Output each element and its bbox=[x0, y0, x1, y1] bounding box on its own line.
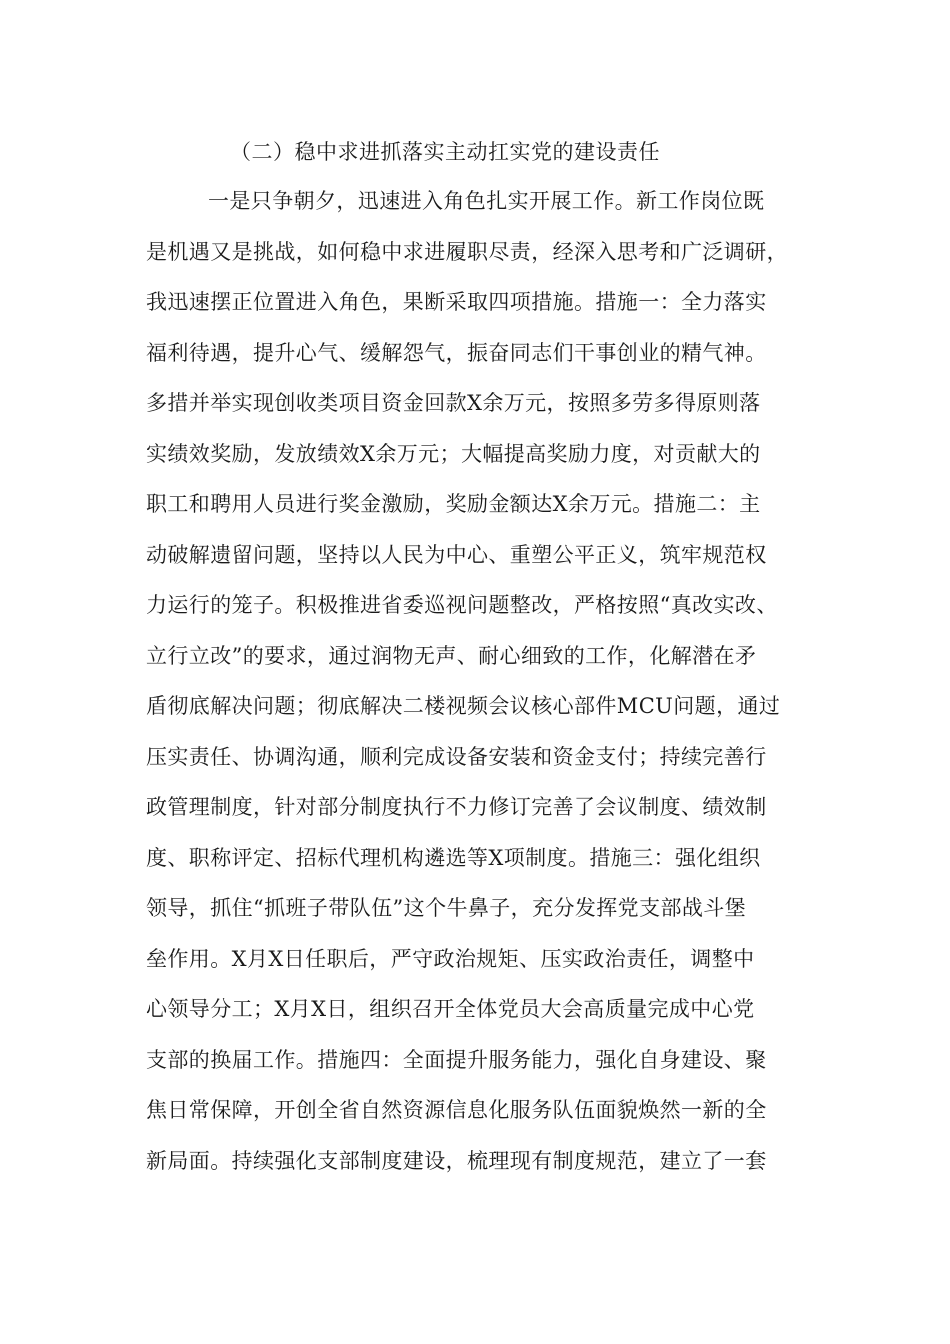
paragraph-line: 一是只争朝夕，迅速进入角色扎实开展工作。新工作岗位既 bbox=[208, 189, 765, 213]
paragraph-line: 职工和聘用人员进行奖金激励，奖励金额达X余万元。措施二：主 bbox=[146, 492, 761, 516]
paragraph-line: 福利待遇，提升心气、缓解怨气，振奋同志们干事创业的精气神。 bbox=[146, 340, 767, 365]
section-heading: （二）稳中求进抓落实主动扛实党的建设责任 bbox=[230, 140, 660, 164]
paragraph-line: 领导，抓住“抓班子带队伍”这个牛鼻子，充分发挥党支部战斗堡 bbox=[146, 896, 747, 920]
paragraph-line: 垒作用。X月X日任职后，严守政治规矩、压实政治责任，调整中 bbox=[146, 946, 755, 971]
paragraph-line: 我迅速摆正位置进入角色，果断采取四项措施。措施一：全力落实 bbox=[146, 290, 767, 314]
paragraph-line: 是机遇又是挑战，如何稳中求进履职尽责，经深入思考和广泛调研， bbox=[146, 239, 788, 264]
paragraph-line: 实绩效奖励，发放绩效X余万元；大幅提高奖励力度，对贡献大的 bbox=[146, 441, 761, 466]
paragraph-line: 支部的换届工作。措施四：全面提升服务能力，强化自身建设、聚 bbox=[146, 1047, 767, 1072]
paragraph-line: 压实责任、协调沟通，顺利完成设备安装和资金支付；持续完善行 bbox=[146, 744, 767, 769]
paragraph-line: 动破解遗留问题，坚持以人民为中心、重塑公平正义，筑牢规范权 bbox=[146, 542, 767, 567]
paragraph-line: 立行立改”的要求，通过润物无声、耐心细致的工作，化解潜在矛 bbox=[146, 643, 757, 668]
paragraph-line: 力运行的笼子。积极推进省委巡视问题整改，严格按照“真改实改、 bbox=[146, 593, 778, 617]
paragraph-line: 焦日常保障，开创全省自然资源信息化服务队伍面貌焕然一新的全 bbox=[146, 1098, 767, 1122]
paragraph-line: 度、职称评定、招标代理机构遴选等X项制度。措施三：强化组织 bbox=[146, 845, 761, 870]
paragraph bbox=[146, 176, 806, 1186]
paragraph-line: 政管理制度，针对部分制度执行不力修订完善了会议制度、绩效制 bbox=[146, 795, 767, 819]
paragraph-line: 盾彻底解决问题；彻底解决二楼视频会议核心部件MCU问题，通过 bbox=[146, 694, 781, 718]
paragraph-line: 多措并举实现创收类项目资金回款X余万元，按照多劳多得原则落 bbox=[146, 391, 761, 415]
paragraph-line: 新局面。持续强化支部制度建设，梳理现有制度规范，建立了一套 bbox=[146, 1148, 767, 1173]
paragraph-line: 心领导分工；X月X日，组织召开全体党员大会高质量完成中心党 bbox=[146, 997, 755, 1021]
